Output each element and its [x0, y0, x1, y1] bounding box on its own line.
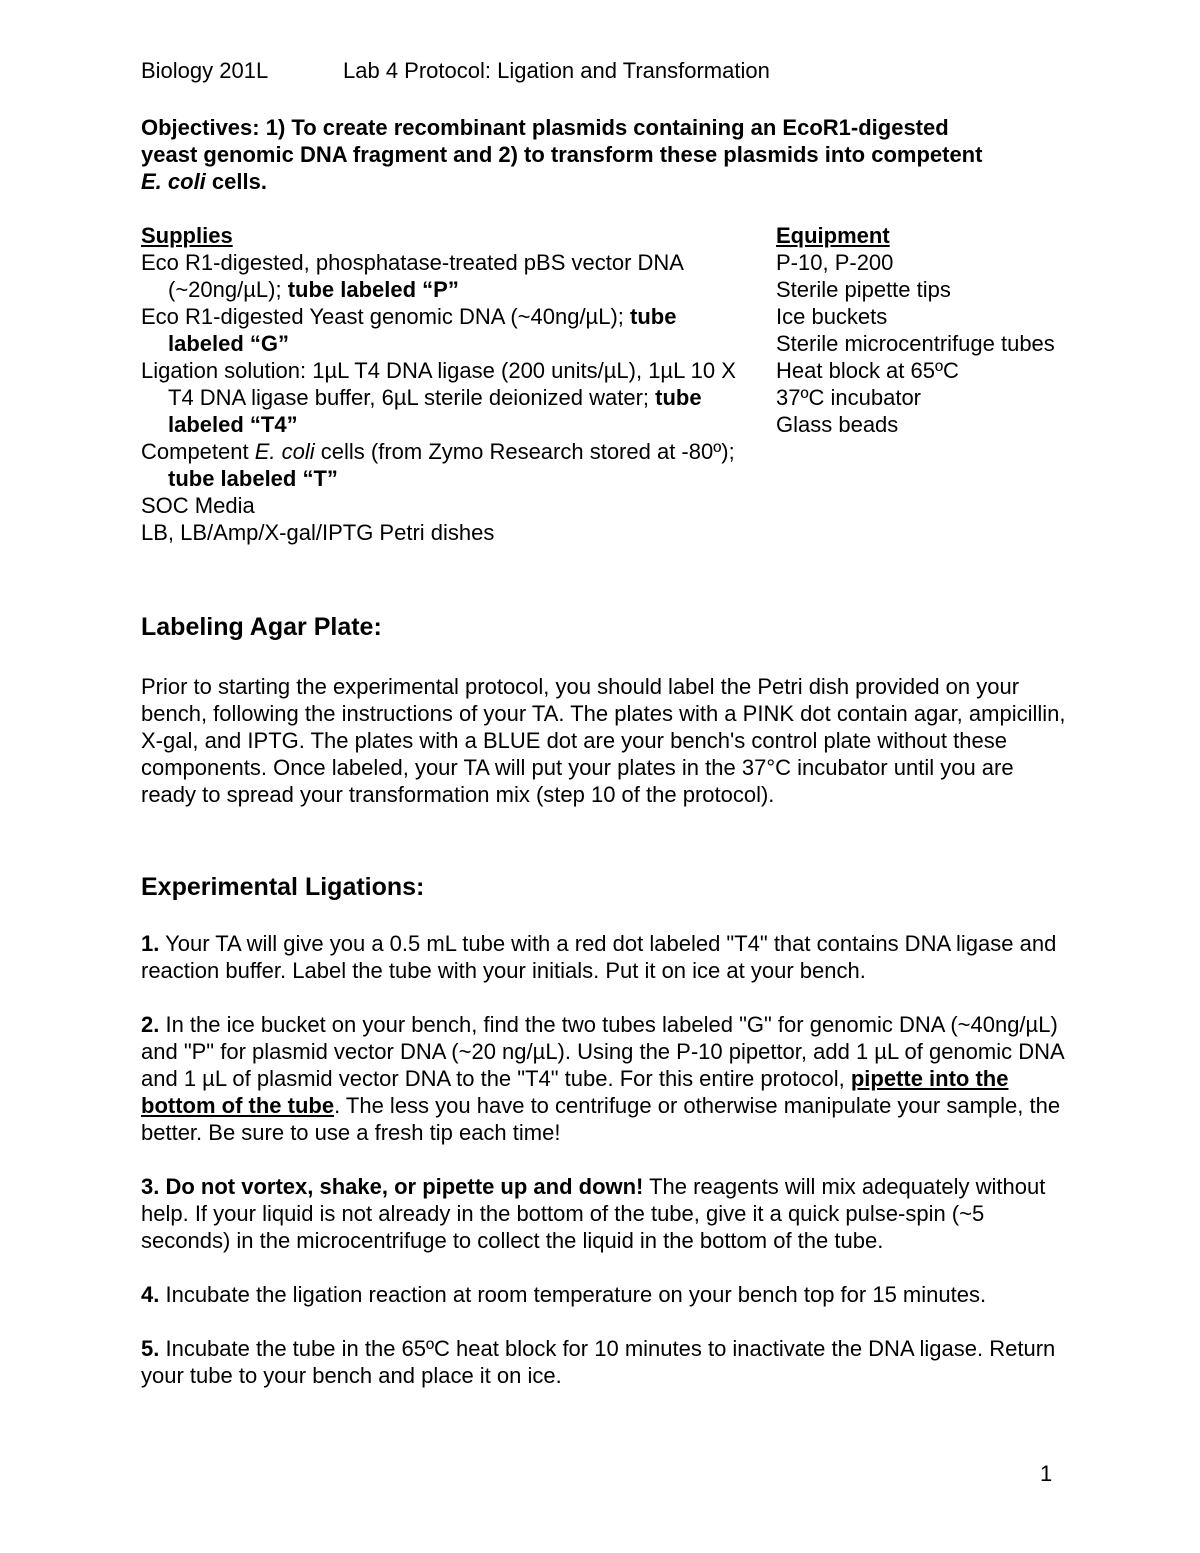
objectives-line-3 — [141, 168, 1081, 195]
step-1: 1. Your TA will give you a 0.5 mL tube with a red dot labeled "T4" that contains DNA ligase and reaction buffer. Label the tube with your initials. Put it on ice at your bench. — [141, 931, 1057, 983]
page-header — [141, 57, 770, 84]
labeling-heading: Labeling Agar Plate: — [141, 613, 382, 641]
supply-item: SOC Media — [141, 493, 255, 518]
supplies-list — [141, 222, 741, 546]
step-2-emphasis: pipette into the bottom of the tube — [141, 1066, 1009, 1118]
step-3: 3. Do not vortex, shake, or pipette up and down! The reagents will mix adequately without help. If your liquid is not already in the bottom of the tube, give it a quick pulse-spin (~5 seconds) in the microcentrifuge to collect the liquid in the bottom of the tube. — [141, 1174, 1046, 1253]
equipment-item: Sterile microcentrifuge tubes — [776, 331, 1055, 356]
objectives — [141, 114, 1081, 195]
step-5: 5. Incubate the tube in the 65ºC heat block for 10 minutes to inactivate the DNA ligase. Return your tube to your bench and place it on ice. — [141, 1336, 1056, 1388]
supply-item: LB, LB/Amp/X-gal/IPTG Petri dishes — [141, 520, 495, 545]
equipment-item: P-10, P-200 — [776, 250, 894, 275]
course-name: Biology 201L — [141, 58, 269, 83]
step-2: 2. In the ice bucket on your bench, find the two tubes labeled "G" for genomic DNA (~40ng/µL) and "P" for plasmid vector DNA (~20 ng/µL). Using the P-10 pipettor, add 1 µL of genomic DNA and 1 µL of plasmid vector DNA to the "T4" tube. For this entire protocol, pipette into the bottom of the tube. The less you have to centrifuge or otherwise manipulate your sample, the better. Be sure to use a fresh tip each time! — [141, 1012, 1064, 1145]
document-title: Lab 4 Protocol: Ligation and Transformation — [343, 58, 770, 83]
step-4: 4. Incubate the ligation reaction at room temperature on your bench top for 15 minutes. — [141, 1282, 987, 1307]
equipment-item: Sterile pipette tips — [776, 277, 951, 302]
ligations-heading: Experimental Ligations: — [141, 873, 425, 901]
labeling-paragraph: Prior to starting the experimental protocol, you should label the Petri dish provided on your bench, following the instructions of your TA. The plates with a PINK dot contain agar, ampicillin, X-gal, and IPTG. The plates with a BLUE dot are your bench's control plate without these components. Once labeled, your TA will put your plates in the 37°C incubator until you are ready to spread your transformation mix (step 10 of the protocol). — [141, 674, 1066, 807]
objectives-cells: cells. — [205, 169, 267, 194]
equipment-item: Heat block at 65ºC — [776, 358, 959, 383]
equipment-item: Ice buckets — [776, 304, 888, 329]
objectives-ecoli: E. coli — [141, 169, 206, 194]
supply-item: Eco R1-digested Yeast genomic DNA (~40ng/µL); tube labeled “G” — [141, 304, 677, 356]
equipment-list — [776, 222, 1106, 438]
equipment-item: 37ºC incubator — [776, 385, 922, 410]
supply-item: Eco R1-digested, phosphatase-treated pBS vector DNA (~20ng/µL); tube labeled “P” — [141, 250, 683, 302]
objectives-line-2: yeast genomic DNA fragment and 2) to transform these plasmids into competent — [141, 142, 983, 167]
supplies-heading: Supplies — [141, 223, 233, 248]
supply-item: Ligation solution: 1µL T4 DNA ligase (200 units/µL), 1µL 10 X T4 DNA ligase buffer, 6µL sterile deionized water; tube labeled “T4” — [141, 358, 736, 437]
equipment-item: Glass beads — [776, 412, 899, 437]
objectives-line-1: Objectives: 1) To create recombinant plasmids containing an EcoR1-digested — [141, 115, 949, 140]
page-number: 1 — [1040, 1461, 1053, 1486]
ligation-steps — [141, 930, 1071, 1416]
supply-item: Competent E. coli cells (from Zymo Research stored at -80º); tube labeled “T” — [141, 439, 735, 491]
equipment-heading: Equipment — [776, 223, 890, 248]
